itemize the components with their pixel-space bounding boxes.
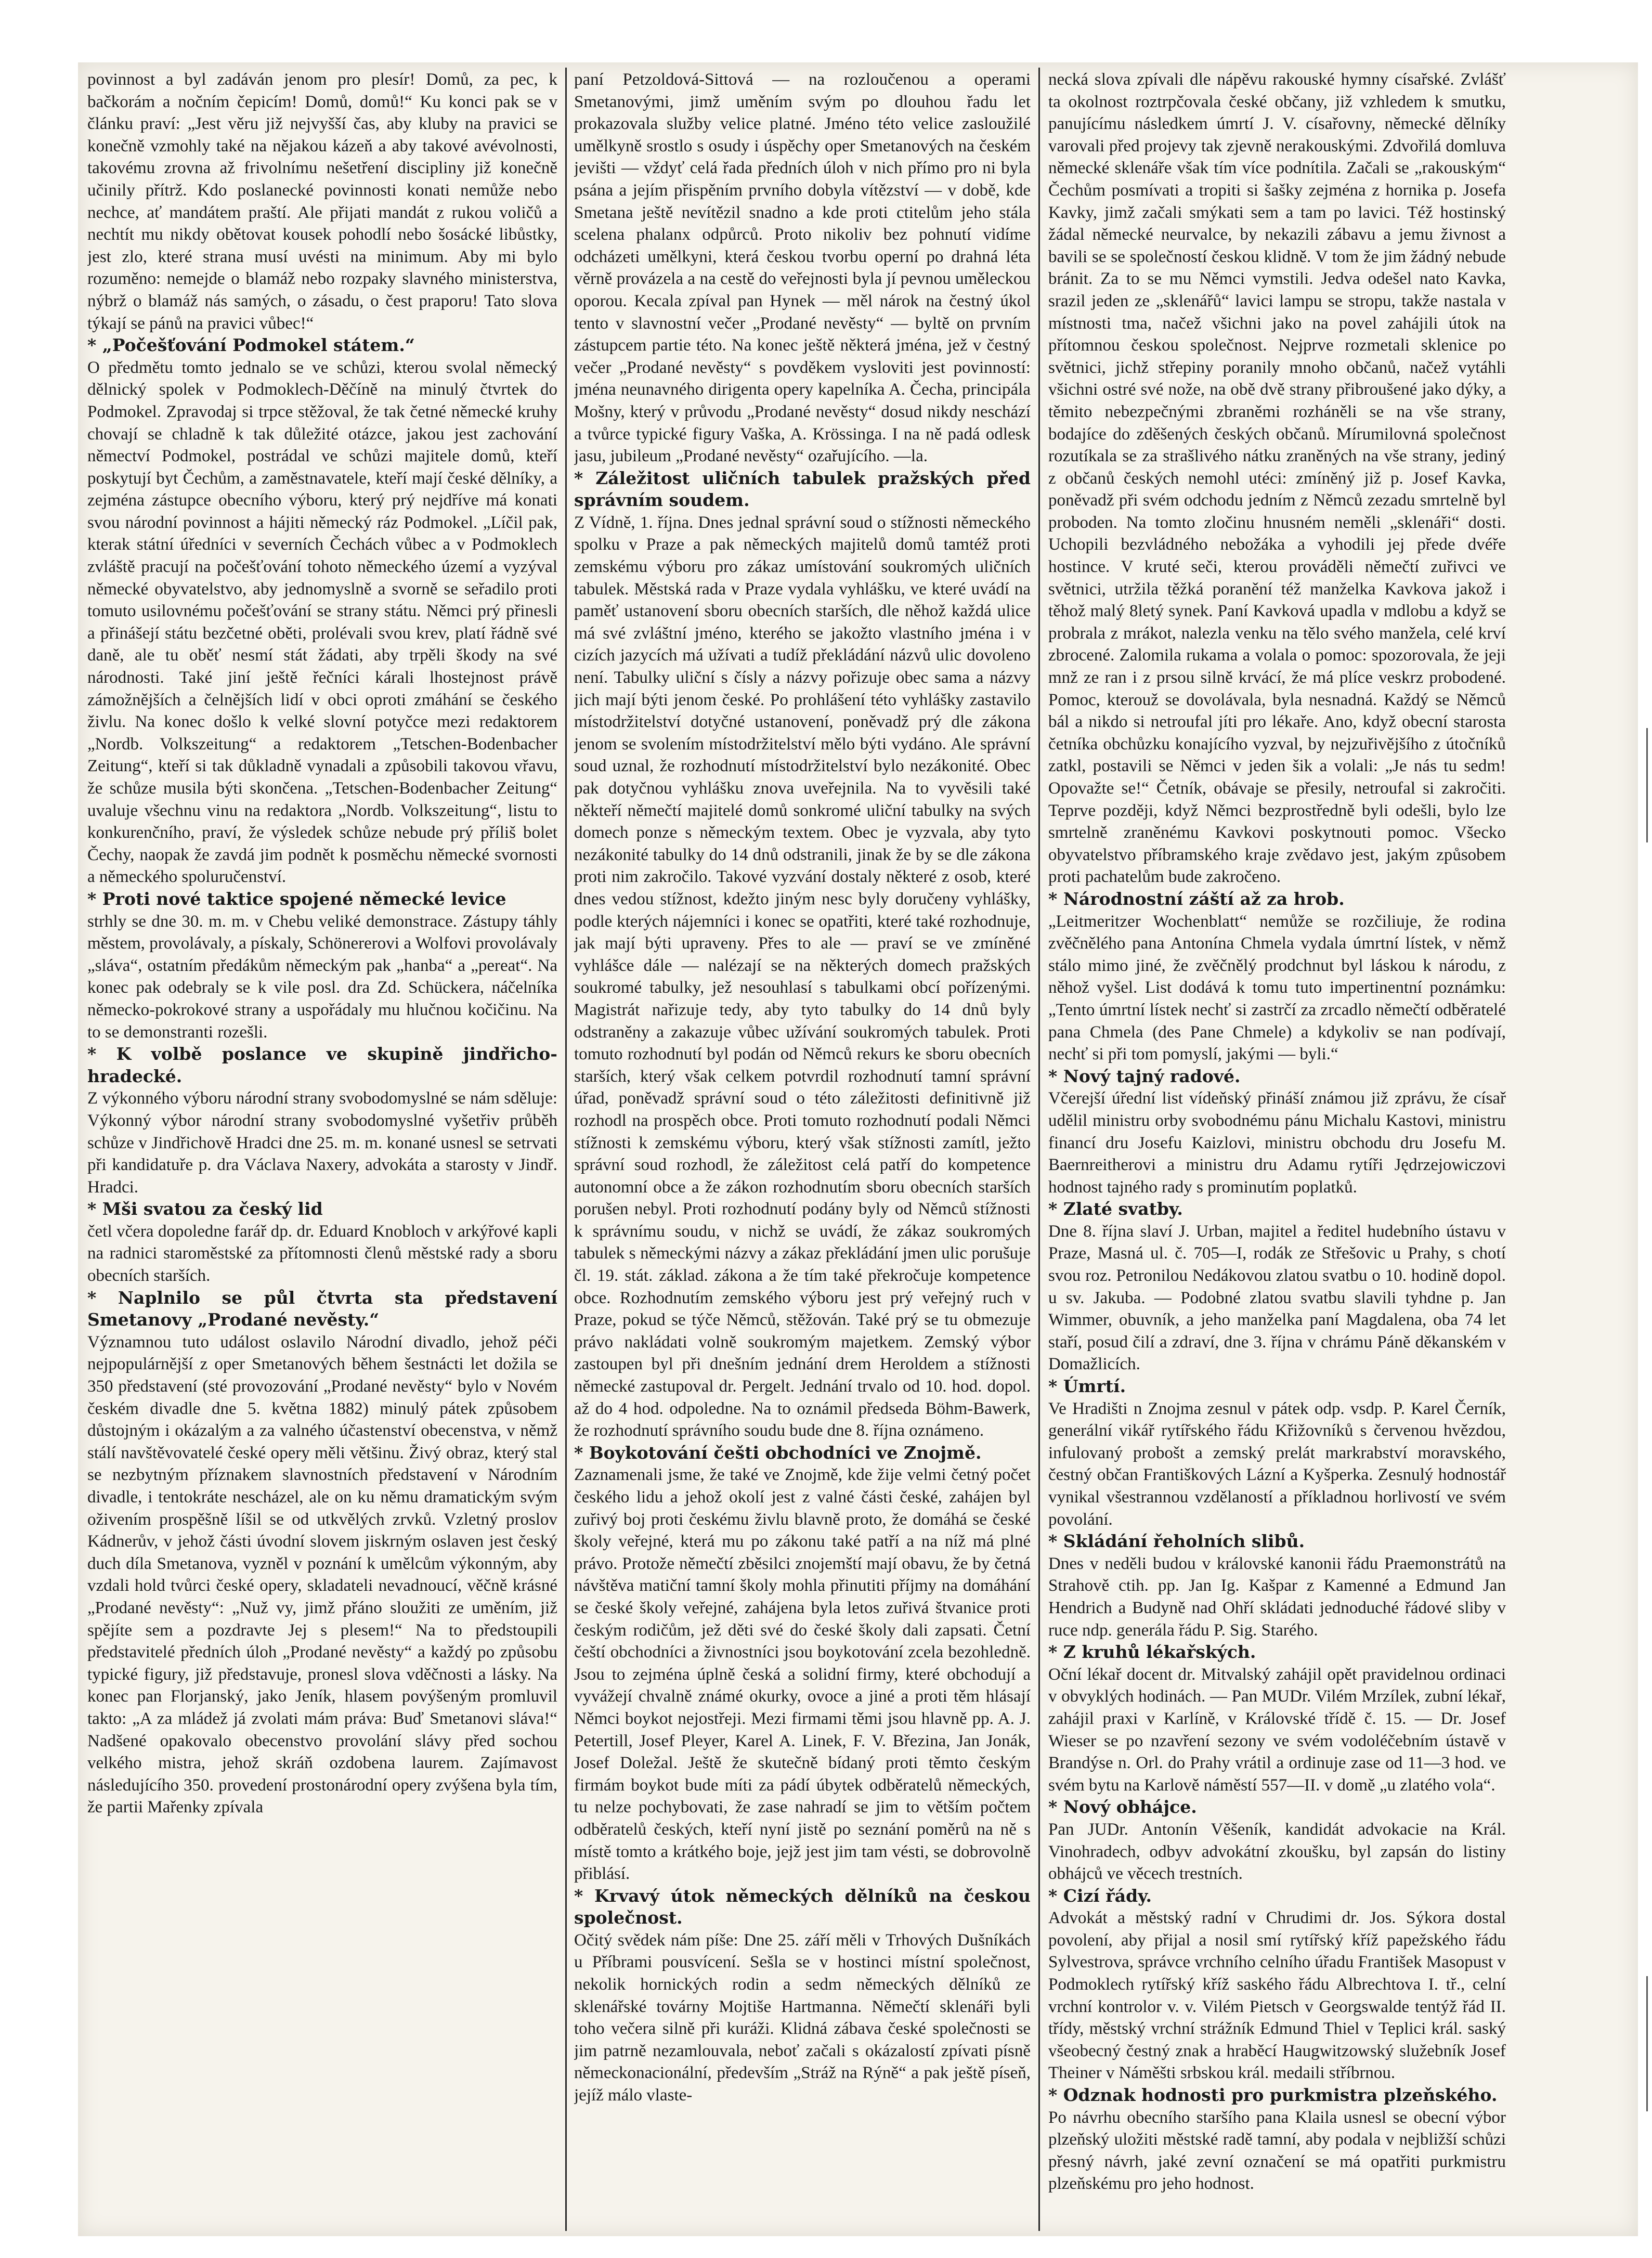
article-heading: * Proti nové taktice spojené německé levice: [87, 888, 506, 909]
article-paragraph: Významnou tuto událost oslavilo Národní divadlo, jehož péči nejpopulárnější z oper Smetanových během šestnácti let dožila se 350 představení (sté provozování „Prodané nevěsty“ bylo v Novém českém divadle dne 5. května 1882) minulý pátek způsobem důstojným i okázalým a za valného účastenství obecenstva, v němž stálí navštěvovatelé české opery měli většinu. Živý obraz, který stal se nezbytným příznakem slavnostních představení v Národním divadle, i tentokráte nescházel, ale on ku němu dramatickým svým oživením prospěšně líšil se od utkvělých zrvků. Vzletný proslov Kádnerův, v jehož části úvodní slovem jiskrným oslaven jest český duch díla Smetanova, vyzněl v poznání k umělcům výkonným, aby vzdali hold tvůrci české opery, skladateli nevadnoucí, věčně krásné „Prodané nevěsty“: „Nuž vy, jimž přáno sloužiti ze uměním, již spějíte sem a pozdravte Jej s plesem!“ Na to předstoupili představitelé předních úloh „Prodané nevěsty“ a každý po způsobu typické figury, již představuje, pronesl slova vděčnosti a lásky. Na konec pan Florjanský, jako Jeník, hlasem povýšeným promluvil takto: „A za mládež já zvolati mám práva: Buď Smetanovi sláva!“ Nadšené opakovalo obecenstvo provolání slávy před sochou velkého mistra, jehož skráň ozdobena laurem. Zajímavost následujícího 350. provedení prostonárodní opery zvýšena byla tím, že partii Mařenky zpívala: [87, 1332, 557, 1817]
article-paragraph: Advokát a městský radní v Chrudimi dr. Jos. Sýkora dostal povolení, aby přijal a nosil smí rytířský kříž papežského řádu Sylvestrova, správce vrchního celního úřadu František Masopust v Podmoklech rytířský kříž saského řádu Albrechtova I. tř., celní vrchní kontrolor v. v. Vilém Pietsch v Georgswalde tentýž řád II. třídy, městský vrchní strážník Edmund Thiel v Teplici král. saský všeobecný čestný znak a hraběcí Haugwitzowský služebník Josef Theiner v Náměšti srbskou král. medaili stříbrnou.: [1048, 1909, 1506, 2083]
article-heading: * Úmrtí.: [1048, 1376, 1126, 1397]
article-paragraph: Z výkonného výboru národní strany svobodomyslné se nám sděluje: Výkonný výbor národní strany svobodomyslné vyšetřiv průběh schůze v Jindřichově Hradci dne 25. m. m. konané usnesl se setrvati při kandidatuře p. dra Václava Naxery, advokáta a starosty v Jindř. Hradci.: [87, 1089, 557, 1197]
article-paragraph: paní Petzoldová-Sittová — na rozloučenou a operami Smetanovými, jimž uměním svým po dlouhou řadu let prokazovala služby velice platné. Jméno této velice zasloužilé umělkyně srostlo s osudy i úspěchy oper Smetanových na českém jevišti — vždyť celá řada předních úloh v nich přímo pro ni byla psána a jejím přispěním prvního dobyla vítězství — v době, kde Smetana ještě nevítězil snadno a kde proti ctitelům jeho stála scelena phalanx odpůrců. Proto nikoliv bez pohnutí vidíme odcházeti umělkyni, která českou tvorbu operní po drahná léta věrně provázela a na cestě do veřejnosti byla jí pevnou uměleckou oporou. Kecala zpíval pan Hynek — měl nárok na čestný úkol tento v slavnostní večer „Prodané nevěsty“ — byltě on prvním zástupcem partie této. Na konec ještě některá jména, jež v čestný večer „Prodané nevěsty“ s povděkem vysloviti jest povinností: jména neunavného dirigenta opery kapelníka A. Čecha, principála Mošny, který v průvodu „Prodané nevěsty“ dosud nikdy neschází a tvůrce typické figury Vaška, A. Krössinga. I na ně padá odlesk jasu, jubileum „Prodané nevěsty“ ozařujícího. —la.: [574, 70, 1031, 466]
article-heading: * Krvavý útok německých dělníků na českou společnost.: [574, 1885, 1031, 1928]
article-heading: * Mši svatou za český lid: [87, 1199, 323, 1219]
text-column-1: [87, 69, 557, 2227]
article-paragraph: Zaznamenali jsme, že také ve Znojmě, kde žije velmi četný počet českého lidu a jehož okolí jest z valné části české, zahájen byl zuřivý boj proti českému živlu blavně proto, že domáhá se české školy veřejné, která mu po zákonu také patří a na níž má plné právo. Protože němečtí zběsilci znojemští mají obavu, že by četná návštěva matiční tamní školy mohla přinutiti příjmy na domáhání se české školy veřejné, zahájena byla letos zuřivá štvanice proti českým rodičům, jež děti své do české školy dali zapsati. Četní čeští obchodníci a živnostníci jsou boykotování zcela bezohledně. Jsou to zejména úplně česká a solidní firmy, které obchodují a vyvážejí chvalně známé okurky, ovoce a jiné a proti těm hlásají Němci boykot nejostřeji. Mezi firmami těmi jsou hlavně pp. A. J. Petertill, Josef Pleyer, Karel A. Linek, F. V. Březina, Jan Jonák, Josef Doležal. Ještě že skutečně bídaný proti těmto českým firmám boykot bude míti za pádí úbytek odběratelů německých, tu nelze pochybovati, že zase nahradí se jim to větším počtem odběratelů českých, kteří nyní jistě po seznání poměrů na ně s místě tomto a krátkého boje, jejž jest jim tam vésti, se dobrovolně přiblásí.: [574, 1465, 1031, 1884]
text-column-3: [1048, 69, 1506, 2227]
article-paragraph: Dne 8. října slaví J. Urban, majitel a ředitel hudebního ústavu v Praze, Masná ul. č. 705—I, rodák ze Střešovic u Prahy, s chotí svou roz. Petronilou Nedákovou zlatou svatbu o 10. hodině dopol. u sv. Jakuba. — Podobné zlatou svatbu slavili tyhdne p. Jan Wimmer, obuvník, a jeho manželka paní Magdalena, oba 74 let staří, posud čilí a zdraví, dne 3. října v chrámu Páně děkanském v Domažlicích.: [1048, 1222, 1506, 1374]
article-heading: * Skládání řeholních slibů.: [1048, 1531, 1305, 1552]
article-paragraph: Pan JUDr. Antonín Věšeník, kandidát advokacie na Král. Vinohradech, odbyv advokátní zkoušku, byl zapsán do listiny obhájců ve věcech trestních.: [1048, 1820, 1506, 1884]
article-paragraph: necká slova zpívali dle nápěvu rakouské hymny císařské. Zvlášť ta okolnost roztrpčovala české občany, již vzhledem k smutku, panujícímu následkem úmrtí J. V. císařovny, německé dělníky varovali před projevy tak zjevně nerakouskými. Zdvořilá domluva německé sklenáře však tím více podnítila. Začali se „rakouským“ Čechům posmívati a tropiti si šašky zejména z hornika p. Josefa Kavky, jimž začali smýkati sem a tam po lavici. Též hostinský žádal německé neurvalce, by nekazili zábavu a jemu živnost a bavili se se společností českou klidně. V tom že jim žádný nebude bránit. Za to se mu Němci vymstili. Jedva odešel nato Kavka, srazil jeden ze „sklenářů“ lavici lampu se stropu, takže nastala v místnosti tma, načež všichni jako na povel zahájili útok na přítomnou českou společnost. Nejprve rozmetali sklenice po světnici, jichž střepiny poranily mnoho občanů, načež vytáhli všichni ostré své nože, na obě dvě strany přibroušené jako dýky, a těmito nebezpečnými zbraněmi rozháněli se na vše strany, bodajíce do zděšených českých občanů. Mírumilovná společnost rozutíkala se za strašlivého nátku zraněných na vše strany, jediný z občanů českých nemohl utéci: zmíněný již p. Josef Kavka, poněvadž při svém odchodu jedním z Němců zezadu smrtelně byl proboden. Na tomto zločinu hnusném neměli „sklenáři“ dosti. Uchopili bezvládného nebožáka a vyhodili jej přede dvéře hostince. V kruté seči, kterou prováděli němečtí zuřivci ve světnici, utržila těžká poranění též manželka Kavkova jakož i těhož malý 8letý synek. Paní Kavková upadla v mdlobu a když se probrala z mrákot, nalezla venku na tělo svého manžela, celé krví zbrocené. Zalomila rukama a volala o pomoc: spozorovala, že jeji mnž ze ran i z prsou silně krvácí, že má plíce veskrz probodené. Pomoc, kterouž se dovolávala, byla nesnadná. Každý se Němců bál a nikdo si netroufal jíti pro lékaře. Ano, když obecní starosta četníka obchůzku konajícího vyzval, by nejzuřivějšího z útočníků zatkl, postavili se Němci v jeden šik a volali: „Je nás tu sedm! Opovažte se!“ Četník, obávaje se přesily, netroufal si zakročiti. Teprve později, když Němci bezprostředně byli odešli, bylo lze smrtelně zraněnému Kavkovi poskytnouti pomoc. Všecko obyvatelstvo příbramského kraje zvědavo jest, jakým způsobem proti pachatelům bude zakročeno.: [1048, 70, 1506, 887]
column-divider: [1038, 68, 1040, 2231]
article-paragraph: Ve Hradišti n Znojma zesnul v pátek odp. vsdp. P. Karel Černík, generální vikář rytířského řádu Křižovníků s červenou hvězdou, infulovaný probošt a zemský prelát markrabství moravského, čestný občan Františkových Lázní a Kyšperka. Zesnulý hodnostář vynikal všestrannou vzdělaností a příkladnou horlivostí ve svém povolání.: [1048, 1399, 1506, 1529]
text-column-2: [574, 69, 1031, 2227]
article-heading: * „Počešťování Podmokel státem.“: [87, 335, 415, 356]
article-heading: * Naplnilo se půl čtvrta sta představení Smetanovy „Prodané nevěsty.“: [87, 1287, 557, 1330]
article-heading: * Nový tajný radové.: [1048, 1066, 1241, 1086]
scan-edge-mark: [1646, 728, 1648, 842]
article-paragraph: Dnes v neděli budou v královské kanonii řádu Praemonstrátů na Strahově ctih. pp. Jan Ig. Kašpar z Kamenné a Edmund Jan Hendrich a Budyně nad Ohří skládati jednoduché řádové sliby v ruce ndp. generála řádu P. Sig. Starého.: [1048, 1554, 1506, 1640]
column-divider: [565, 68, 567, 2231]
article-heading: * Boykotování češti obchodníci ve Znojmě.: [574, 1442, 982, 1463]
article-paragraph: Včerejší úřední list vídeňský přináší známou již zprávu, že císař udělil ministru orby svobodnému pánu Michalu Kastovi, ministru financí dru Josefu Kaizlovi, ministru obchodu dru Josefu M. Baernreitherovi a ministru dru Adamu rytíři Jędrzejowiczovi hodnost tajného rady s prominutím poplatků.: [1048, 1089, 1506, 1197]
article-heading: * Cizí řády.: [1048, 1885, 1152, 1906]
article-heading: * Odznak hodnosti pro purkmistra plzeňského.: [1048, 2085, 1498, 2106]
article-paragraph: strhly se dne 30. m. m. v Chebu veliké demonstrace. Zástupy táhly městem, provolávaly, a pískaly, Schönererovi a Wolfovi provolávaly „sláva“, ostatním předákům německým pak „hanba“ a „pereat“. Na konec pak odebraly se k vile posl. dra Zd. Schückera, náčelníka německo-pokrokové strany a uspořádaly mu hlučnou kočičinu. Na to se demonstranti rozešli.: [87, 912, 557, 1042]
article-paragraph: Z Vídně, 1. října. Dnes jednal správní soud o stížnosti německého spolku v Praze a pak německých majitelů domů tamtéž proti zemskému výboru pro zákaz umístování soukromých uličních tabulek. Městská rada v Praze vydala vyhlášku, ve které uvádí na paměť ustanovení sboru obecních starších, dle něhož každá ulice má své zvláštní jméno, kterého se jakožto vlastního jména i v cizích jazycích má užívati a tudíž překládání názvů ulic dovoleno není. Tabulky uliční s čísly a názvy pořizuje obec sama a názvy jich mají býti jenom české. Po prohlášení této vyhlášky zastavilo místodržitelství dotyčné ustanovení, poněvadž prý dle zákona jenom se svolením místodržitelství mělo býti vydáno. Ale správní soud uznal, že rozhodnutí místodržitelství bylo nezákonité. Obec pak dotyčnou vyhlášku znova uveřejnila. Na to vyvěsili také někteří němečtí majitelé domů sonkromé uliční tabulky na svých domech ponze s německým textem. Obec je vyzvala, aby tyto nezákonité tabulky do 14 dnů odstranili, jinak že by se dle zákona proti nim zakročilo. Takové vyzvání dostaly některé z osob, které dnes vedou stížnost, kdežto jiným nesc byly doručeny vyhlášky, podle kterých nájemníci i konec se opatřiti, které také rozhodnuje, jak mají býti upraveny. Přes to ale — praví se ve zmíněné vyhlášce dále — nalézají se na některých domech pražských soukromé tabulky, jež nesouhlasí s tabulkami obcí pořízenými. Magistrát nařizuje tedy, aby tyto tabulky do 14 dnů byly odstraněny a zakazuje vůbec užívání soukromých tabulek. Proti tomuto rozhodnutí byl podán od Němců rekurs ke sboru obecních starších, který však celkem potvrdil rozhodnutí tamní správní úřad, poněvadž správní soud o této záležitosti definitivně již rozhodl na prospěch obce. Proti tomuto rozhodnutí podali Němci stížnosti k zemskému výboru, který však stížnosti zamítl, ježto správní soud rozhodl, že záležitost celá patří do kompetence autonomní obce a že zákon rozhodnutím sboru obecních starších porušen nebyl. Proti rozhodnutí podány byly od Němců stížnosti k správnímu soudu, v nichž se uvádí, že zákaz soukromých tabulek s německými názvy a zákaz překládání jmen ulic porušuje čl. 19. stát. základ. zákona a že tím také překročuje kompetence obce. Rozhodnutím zemského výboru jest prý veřejný ruch v Praze, pokud se týče Němců, stěžován. Také prý se tu obmezuje právo nakládati volně soukromým majetkem. Zemský výbor zastoupen byl při dnešním jednání drem Heroldem a stížnosti německé zastupoval dr. Pergelt. Jednání trvalo od 10. hod. dopol. až do 4 hod. odpoledne. Na to oznámil předseda Böhm-Bawerk, že rozhodnutí správního soudu bude dne 8. října oznámeno.: [574, 513, 1031, 1441]
article-heading: * Nový obhájce.: [1048, 1797, 1197, 1818]
article-heading: * Záležitost uličních tabulek pražských před správním soudem.: [574, 468, 1031, 511]
article-paragraph: povinnost a byl zadáván jenom pro plesír! Domů, za pec, k bačkorám a nočním čepicím! Domů, domů!“ Ku konci pak se v článku praví: „Jest věru již nejvyšší čas, aby kluby na pravici se konečně vzmohly také na nějakou kázeň a aby takové avévolnosti, takovému zrovna až frivolnímu nešetření discipliny již konečně učinily přítrž. Kdo poslanecké povinnosti konati nemůže nebo nechce, ať mandátem praští. Ale přijati mandát z rukou voličů a nechtít mu nikdy obětovat kousek pohodlí nebo šosácké libůstky, jest zlo, které strana musí uvésti na minimum. Aby mi bylo rozuměno: nemejde o blamáž nebo rozpaky slavného ministerstva, nýbrž o blamáž nás samých, o zásadu, o čest praporu! Tato slova týkají se pánů na pravici vůbec!“: [87, 70, 557, 333]
article-paragraph: Očitý svědek nám píše: Dne 25. září měli v Trhových Dušníkách u Příbrami pousvícení. Sešla se v hostinci místní společnost, nekolik hornických rodin a sedm německých dělníků ze sklenářské továrny Mojtiše Hartmanna. Němečtí sklenáři byli toho večera silně při kuráži. Klidná zábava české společnosti se jim patrně nezamlouvala, neboť začali s okázalostí zpívati písně německonacionální, především „Stráž na Rýně“ a pak ještě píseň, jejíž málo vlaste-: [574, 1930, 1031, 2105]
article-heading: * Národnostní záští až za hrob.: [1048, 888, 1345, 909]
article-paragraph: četl včera dopoledne farář dp. dr. Eduard Knobloch v arkýřové kapli na radnici staroměstské za přítomnosti členů městské rady a sboru obecních starších.: [87, 1222, 557, 1286]
article-paragraph: Po návrhu obecního staršího pana Klaila usnesl se obecní výbor plzeňský uložiti městské radě tamní, aby podala v nejbližší schůzi přesný návrh, jaké zevní označení se má opatřiti purkmistru plzeňskému pro jeho hodnost.: [1048, 2108, 1506, 2194]
article-heading: * Z kruhů lékařských.: [1048, 1642, 1256, 1663]
scan-edge-mark: [1646, 1976, 1648, 2111]
article-paragraph: O předmětu tomto jednalo se ve schůzi, kterou svolal německý dělnický spolek v Podmoklech-Děčíně na minulý čtvrtek do Podmokel. Zpravodaj si trpce stěžoval, že tak četné německé kruhy chovají se chladně k tak důležité otázce, jakou jest zachování němectví Podmokel, postrádal ve schůzi majitele domů, kteří poskytují byt Čechům, a zaměstnavatele, kteří mají české dělníky, a zejména zástupce obecního výboru, který prý nejdříve má konati svou národní povinnost a hájiti německý ráz Podmokel. „Líčil pak, kterak státní úředníci v severních Čechách vůbec a v Podmoklech zvláště pracují na počešťování tohoto německého území a vyzýval německé obyvatelstvo, aby jednomyslně a svorně se seřadilo proti tomuto usilovnému počešťování se strany státu. Němci prý přinesli a přinášejí státu bezčetné oběti, prolévali svou krev, platí řádně své daně, ale tu oběť nesmí stát žádati, aby trpěli škody na své národnosti. Také jiní ještě řečníci kárali lhostejnost právě zámožnějších a čelnějších lidí v obci oproti zmáhání se českého živlu. Na konec došlo k velké slovní potyčce mezi redaktorem „Nordb. Volkszeitung“ a redaktorem „Tetschen-Bodenbacher Zeitung“, kteří si tak důkladně vynadali a způsobili takovou vřavu, že schůze musila býti skončena. „Tetschen-Bodenbacher Zeitung“ uvaluje všechnu vinu na redaktora „Nordb. Volkszeitung“, listu to konkurenčního, praví, že výsledek schůze nebude prý příliš bolet Čechy, naopak že zavdá jim podnět k posměchu německé svornosti a německého spoluručenství.: [87, 358, 557, 887]
article-paragraph: Oční lékař docent dr. Mitvalský zahájil opět pravidelnou ordinaci v obvyklých hodinách. — Pan MUDr. Vilém Mrzílek, zubní lékař, zahájil praxi v Karlíně, v Královské třídě č. 15. — Dr. Josef Wieser se po nzavření sezony ve svém vodoléčebním ústavě v Brandýse n. Orl. do Prahy vrátil a ordinuje zase od 11—3 hod. ve svém bytu na Karlově náměstí 557—II. v domě „u zlatého vola“.: [1048, 1665, 1506, 1795]
article-paragraph: „Leitmeritzer Wochenblatt“ nemůže se rozčiliuje, že rodina zvěčnělého pana Antonína Chmela vydala úmrtní lístek, v němž stálo mimo jiné, že zvěčnělý prodchnut byl láskou k národu, z něhož vyšel. List dodává k tomu tuto impertinentní poznámku: „Tento úmrtní lístek nechť si zastrčí za zrcadlo němečtí odběratelé pana Chmela (des Pane Chmele) a kdykoliv se nan podívají, nechť si při tom pomyslí, jakými — byli.“: [1048, 912, 1506, 1064]
article-heading: * Zlaté svatby.: [1048, 1199, 1183, 1219]
article-heading: * K volbě poslance ve skupině jindřicho-hradecké.: [87, 1044, 557, 1086]
